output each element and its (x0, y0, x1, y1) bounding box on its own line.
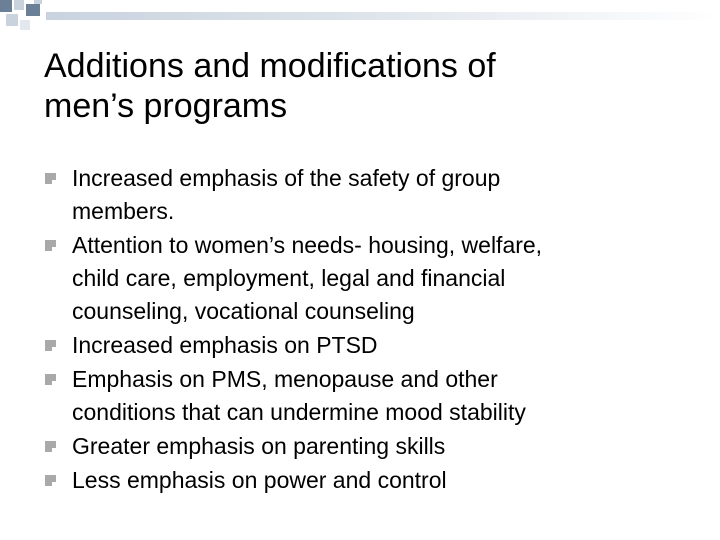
bullet-text-line: Increased emphasis of the safety of group (72, 165, 501, 191)
bullet-list (44, 162, 704, 497)
bullet-text-line: members. (72, 198, 175, 224)
slide-title-line-2: men’s programs (44, 87, 288, 125)
bullet-text-line: Attention to women’s needs- housing, welfare, (72, 232, 543, 258)
bullet-text-line: child care, employment, legal and financial (72, 265, 506, 291)
bullet-text-line: conditions that can undermine mood stability (72, 399, 526, 425)
bullet-item (44, 329, 704, 362)
bullet-text-line: Increased emphasis on PTSD (72, 332, 378, 358)
header-decoration (0, 0, 720, 40)
square-bullet-icon (45, 441, 56, 452)
bullet-text-line: Greater emphasis on parenting skills (72, 433, 446, 459)
bullet-item (44, 363, 704, 429)
bullet-item (44, 229, 704, 328)
bullet-item (44, 430, 704, 463)
slide-title-line-1: Additions and modifications of (44, 47, 496, 85)
square-bullet-icon (45, 340, 56, 351)
bullet-item (44, 464, 704, 497)
square-bullet-icon (45, 240, 56, 251)
square-bullet-icon (45, 475, 56, 486)
bullet-text-line: Emphasis on PMS, menopause and other (72, 366, 498, 392)
bullet-text-line: counseling, vocational counseling (72, 298, 415, 324)
square-bullet-icon (45, 173, 56, 184)
square-bullet-icon (45, 374, 56, 385)
bullet-item (44, 162, 704, 228)
bullet-text-line: Less emphasis on power and control (72, 467, 447, 493)
slide-title (44, 46, 684, 126)
